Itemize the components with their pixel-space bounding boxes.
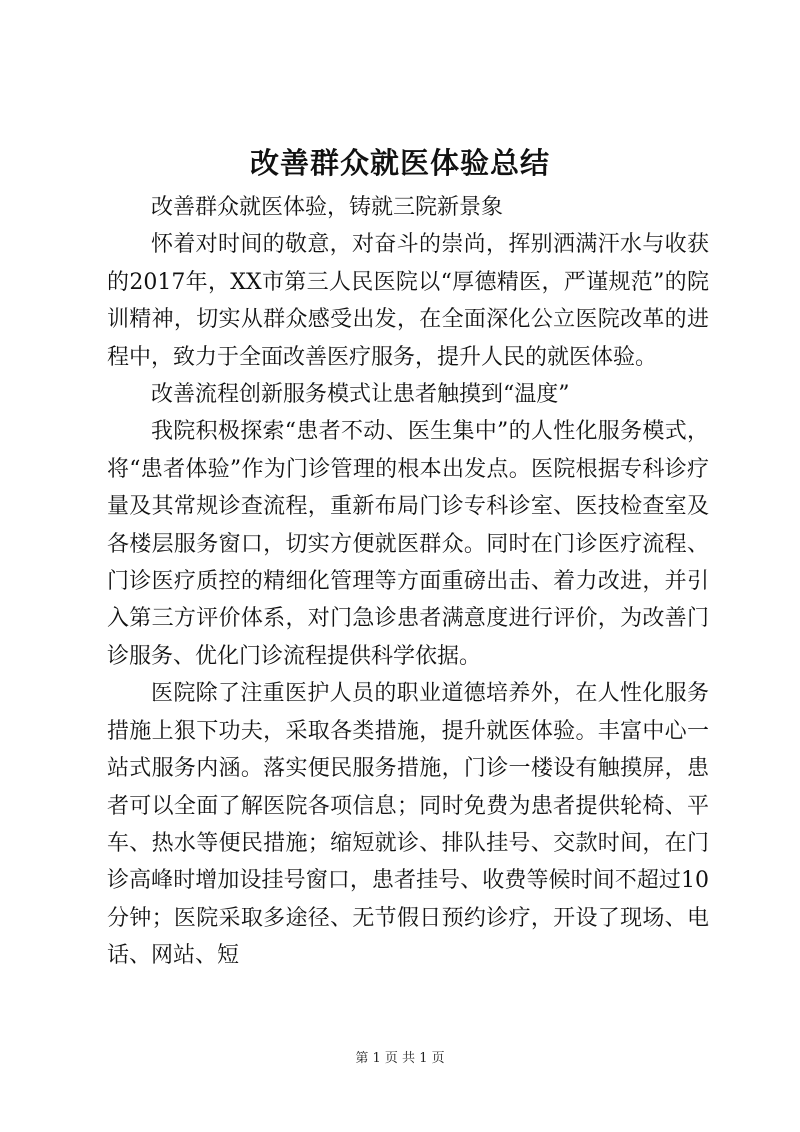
paragraph-service-measures: 医院除了注重医护人员的职业道德培养外，在人性化服务措施上狠下功夫，采取各类措施，提升就医体验。丰富中心一站式服务内涵。落实便民服务措施，门诊一楼设有触摸屏，患者可以全面了解医院各项信息；同时免费为患者提供轮椅、平车、热水等便民措施；缩短就诊、排队挂号、交款时间，在门诊高峰时增加设挂号窗口，患者挂号、收费等候时间不超过10分钟；医院采取多途径、无节假日预约诊疗，开设了现场、电话、网站、短 bbox=[107, 681, 709, 969]
section-heading-2: 改善流程创新服务模式让患者触摸到“温度” bbox=[151, 382, 570, 408]
paragraph-intro: 怀着对时间的敬意，对奋斗的崇尚，挥别洒满汗水与收获的2017年，XX市第三人民医院以“厚德精医，严谨规范”的院训精神，切实从群众感受出发，在全面深化公立医院改革的进程中，致力于全面改善医疗服务，提升人民的就医体验。 bbox=[107, 232, 709, 370]
paragraph-service-model: 我院积极探索“患者不动、医生集中”的人性化服务模式，将“患者体验”作为门诊管理的根本出发点。医院根据专科诊疗量及其常规诊查流程，重新布局门诊专科诊室、医技检查室及各楼层服务窗口，切实方便就医群众。同时在门诊医疗流程、门诊医疗质控的精细化管理等方面重磅出击、着力改进，并引入第三方评价体系，对门急诊患者满意度进行评价，为改善门诊服务、优化门诊流程提供科学依据。 bbox=[107, 419, 709, 669]
document-title: 改善群众就医体验总结 bbox=[249, 146, 550, 180]
page-footer: 第 1 页 共 1 页 bbox=[355, 1051, 445, 1066]
section-heading-1: 改善群众就医体验，铸就三院新景象 bbox=[151, 195, 504, 220]
document-body bbox=[107, 189, 709, 975]
